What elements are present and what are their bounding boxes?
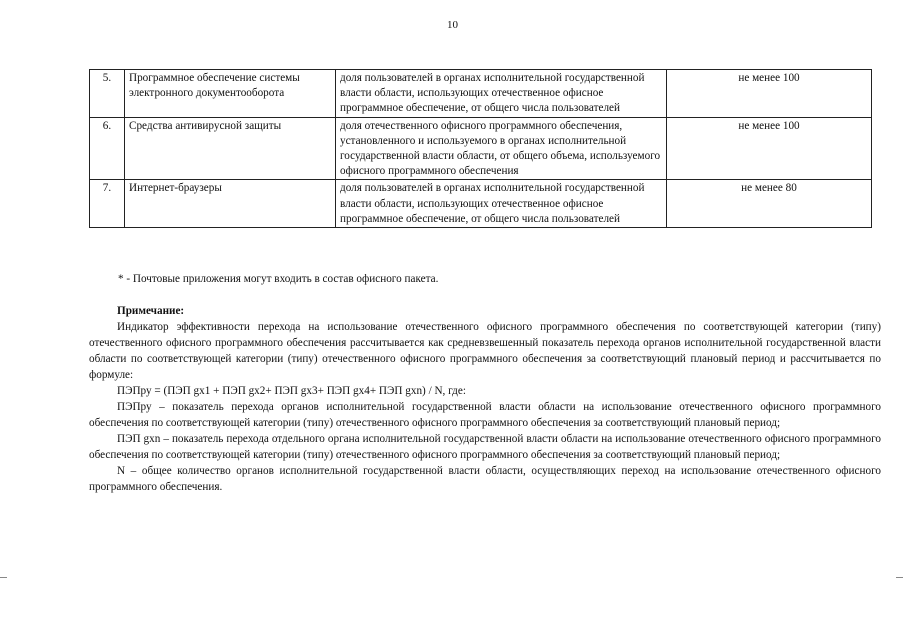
software-category: Средства антивирусной защиты [125, 117, 336, 180]
note-section [89, 303, 881, 495]
table-row [90, 70, 872, 118]
indicator-description: доля пользователей в органах исполнительной государственной власти области, использующих отечественное офисное программное обеспечение, от общего числа пользователей [336, 180, 667, 228]
target-value: не менее 100 [667, 70, 872, 118]
software-category: Интернет-браузеры [125, 180, 336, 228]
indicator-description: доля отечественного офисного программного обеспечения, установленного и используемого в органах исполнительной государственной власти области, от общего объема, используемого офисного программного обеспечения [336, 117, 667, 180]
note-paragraph: ПЭПру – показатель перехода органов исполнительной государственной власти области на использование отечественного офисного программного обеспечения по соответствующей категории (типу) отечественного офисного программного обеспечения за соответствующий плановый период; [89, 401, 881, 429]
target-value: не менее 80 [667, 180, 872, 228]
note-heading: Примечание: [117, 305, 185, 317]
page-number: 10 [447, 19, 458, 31]
note-paragraph: Индикатор эффективности перехода на использование отечественного офисного программного обеспечения по соответствующей категории (типу) отечественного офисного программного обеспечения рассчитывается как средневзвешенный показатель перехода органов исполнительной государственной власти области по соответствующей категории (типу) отечественного офисного программного обеспечения за соответствующий плановый период и рассчитывается по формуле: [89, 321, 881, 381]
target-value: не менее 100 [667, 117, 872, 180]
table-row [90, 117, 872, 180]
table-row [90, 180, 872, 228]
software-indicator-table [89, 69, 872, 228]
footnote: * - Почтовые приложения могут входить в состав офисного пакета. [118, 273, 439, 285]
row-number: 5. [90, 70, 125, 118]
left-margin-mark [0, 577, 7, 578]
row-number: 7. [90, 180, 125, 228]
note-paragraph: ПЭП gxn – показатель перехода отдельного органа исполнительной государственной власти области на использование отечественного офисного программного обеспечения по соответствующей категории (типу) отечественного офисного программного обеспечения за соответствующий плановый период; [89, 433, 881, 461]
software-category: Программное обеспечение системы электронного документооборота [125, 70, 336, 118]
note-paragraph: N – общее количество органов исполнительной государственной власти области, осуществляющих переход на использование отечественного офисного программного обеспечения. [89, 465, 881, 493]
formula: ПЭПру = (ПЭП gx1 + ПЭП gx2+ ПЭП gx3+ ПЭП gx4+ ПЭП gxn) / N, где: [117, 385, 466, 397]
row-number: 6. [90, 117, 125, 180]
right-margin-mark [896, 577, 903, 578]
indicator-description: доля пользователей в органах исполнительной государственной власти области, использующих отечественное офисное программное обеспечение, от общего числа пользователей [336, 70, 667, 118]
